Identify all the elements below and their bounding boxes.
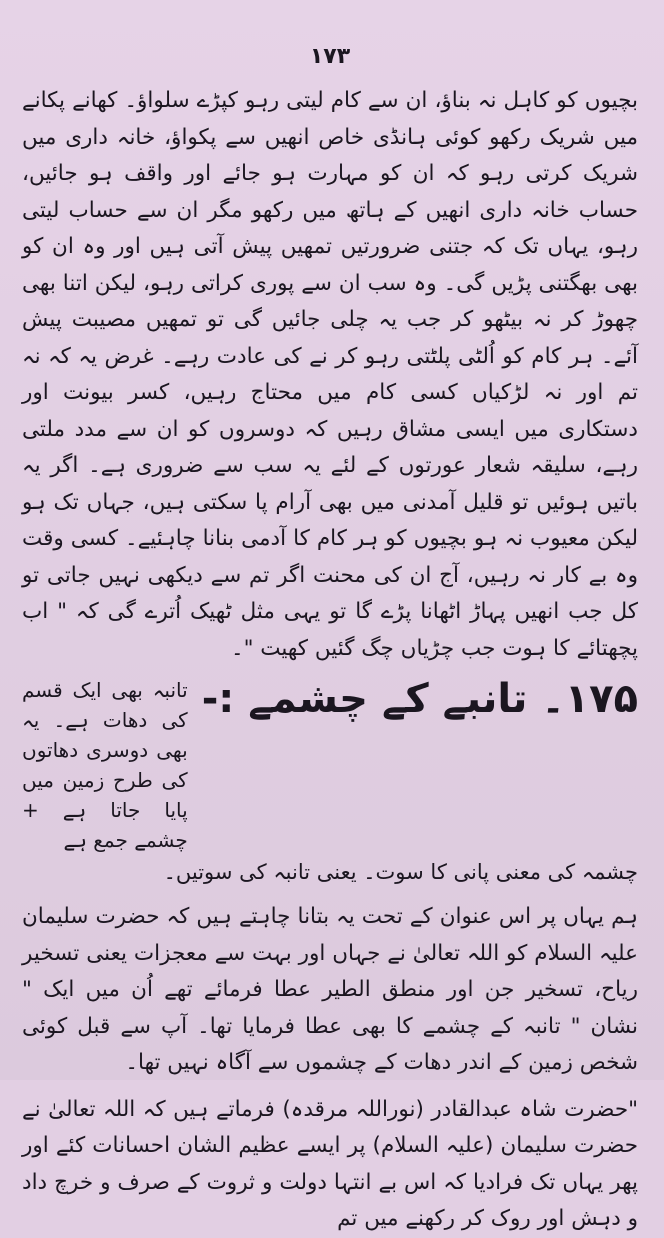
section-heading: ۱۷۵۔ تانبے کے چشمے :- (201, 676, 638, 722)
page-number: ۱۷۳ (309, 44, 351, 69)
paragraph-shah-abdul-qadir: "حضرت شاہ عبدالقادر (نوراللہ مرقدہ) فرماتے ہیں کہ اللہ تعالیٰ نے حضرت سلیمان (علیہ السلام) پر ایسے عظیم الشان احسانات کئے اور پھر یہاں تک فرادیا کہ اس بے انتہا دولت و ثروت کے صرف و خرچ داد و دہش اور روک کر رکھنے میں تم (22, 1096, 638, 1231)
section-copper-springs (22, 675, 638, 889)
section-definition: چشمہ کی معنی پانی کا سوت۔ یعنی تانبہ کی سوتیں۔ (163, 860, 638, 884)
section-head (22, 675, 638, 855)
paragraph-children-work: بچیوں کو کاہل نہ بناؤ، ان سے کام لیتی رہو کپڑے سلواؤ۔ کھانے پکانے میں شریک رکھو کوئی ہانڈی خاص انھیں سے پکواؤ، خانہ داری میں شریک کرتی رہو کہ ان کو مہارت ہو جائے اور واقف ہو جائیں، حساب خانہ داری انھیں کے ہاتھ میں رکھو مگر ان سے حساب لیتی رہو، یہاں تک کہ جتنی ضرورتیں تمھیں پیش آتی ہیں اور وہ ان کو بھی بھگتنی پڑیں گی۔ وہ سب ان سے پوری کراتی رہو، لیکن اتنا بھی چھوڑ کر نہ بیٹھو کر جب یہ چلی جائیں گی تو تمھیں مصیبت پیش آئے۔ ہر کام کو اُلٹی پلٹتی رہو کر نے کی عادت رہے۔ غرض یہ کہ نہ تم اور نہ لڑکیاں کسی کام میں محتاج رہیں، کسر بیونت اور دستکاری میں ایسی مشاق رہیں کہ دوسروں کو ان سے مدد ملتی رہے، سلیقہ شعار عورتوں کے لئے یہ سب سے ضروری ہے۔ اگر یہ باتیں ہوئیں تو قلیل آمدنی میں بھی آرام پا سکتی ہیں، جہاں تک ہو لیکن معیوب نہ ہو بچیوں کو ہر کام کا آدمی بنانا چاہئیے۔ کسی وقت وہ بے کار نہ رہیں، آج ان کی محنت اگر تم سے دیکھی نہیں جاتی تو کل جب انھیں پہاڑ اٹھانا پڑے گا تو یہی مثل ٹھیک اُترے گی کہ " اب پچھتائے کا ہوت جب چڑیاں چگ گئیں کھیت "۔ (22, 88, 638, 661)
paragraph-sulaiman: ہم یہاں پر اس عنوان کے تحت یہ بتانا چاہتے ہیں کہ حضرت سلیمان علیہ السلام کو اللہ تعالیٰ نے جہاں اور بہت سے معجزات یعنی تسخیر ریاح، تسخیر جن اور منطق الطیر عطا فرمائے تھے اُن میں ایک " نشان " تانبہ کے چشمے کا بھی عطا فرمایا تھا۔ آپ سے قبل کوئی شخص زمین کے اندر دھات کے چشموں سے آگاہ نہیں تھا۔ (22, 904, 638, 1075)
section-intro-text: تانبہ بھی ایک قسم کی دھات ہے۔ یہ بھی دوسری دھاتوں کی طرح زمین میں پایا جاتا ہے + چشمے جمع ہے (22, 678, 188, 852)
